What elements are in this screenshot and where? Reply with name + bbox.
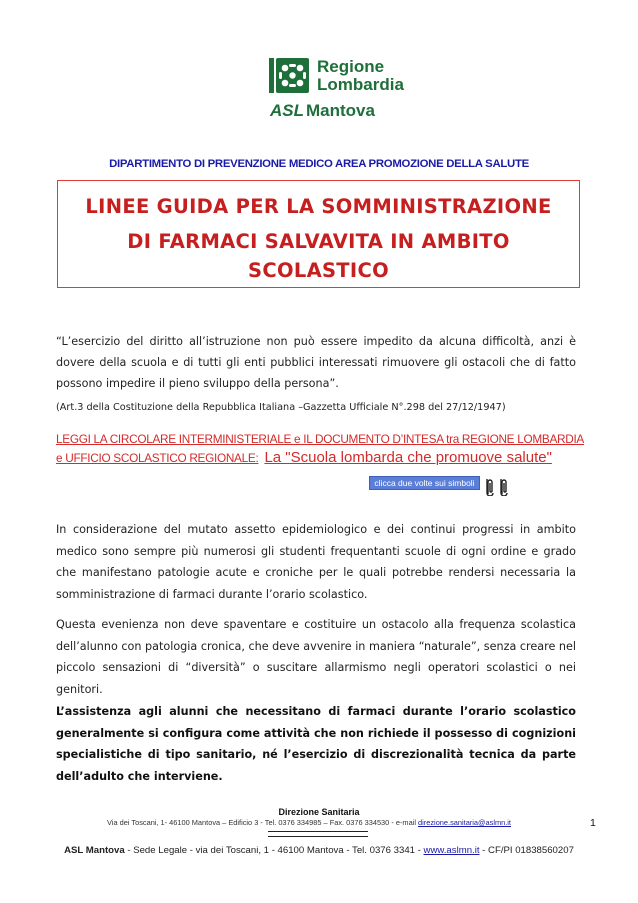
- department-heading: DIPARTIMENTO DI PREVENZIONE MEDICO AREA PROMOZIONE DELLA SALUTE: [109, 158, 529, 170]
- footer-email-link[interactable]: direzione.sanitaria@aslmn.it: [418, 818, 511, 827]
- document-title-line-1: LINEE GUIDA PER LA SOMMINISTRAZIONE: [85, 195, 552, 218]
- footer-org-name: ASL Mantova: [64, 845, 125, 856]
- link-colon: :: [255, 451, 259, 465]
- footer-website-link[interactable]: www.aslmn.it: [423, 845, 480, 856]
- double-click-hint: clicca due volte sui simboli: [369, 476, 480, 490]
- logo-text-asl: ASL: [270, 101, 304, 120]
- paperclip-icon[interactable]: [499, 477, 509, 496]
- paragraph-assistance: L’assistenza agli alunni che necessitano di farmaci durante l’orario scolastico generalmente si configura come attività che non richiede il possesso di cognizioni specialistiche di tipo sanitario, né l’esercizio di discrezionalità tecnica da parte dell’adulto che interviene.: [56, 705, 576, 783]
- document-title-line-2: DI FARMACI SALVAVITA IN AMBITO: [127, 230, 510, 253]
- circular-link-line-2: [56, 449, 552, 466]
- school-promotes-health-link[interactable]: La "Scuola lombarda che promuove salute": [264, 449, 552, 466]
- constitution-citation: (Art.3 della Costituzione della Repubblica Italiana –Gazzetta Ufficiale N°.298 del 27/12/1947): [56, 402, 506, 413]
- document-title-line-3: SCOLASTICO: [248, 259, 389, 282]
- regione-lombardia-logo-icon: [268, 57, 309, 94]
- logo-text-lombardia: Lombardia: [317, 75, 404, 94]
- page-number: 1: [590, 817, 596, 829]
- footer-legal-text: - Sede Legale - via dei Toscani, 1 - 46100 Mantova - Tel. 0376 3341 -: [124, 845, 424, 856]
- paragraph-chronic-pathology: Questa evenienza non deve spaventare e costituire un ostacolo alla frequenza scolastica dell’alunno con patologia cronica, che deve avvenire in maniera “naturale”, senza creare nel piccolo sensazioni di “diversità” o suscitare allarmismo negli operatori scolastici o nei genitori.: [56, 618, 576, 696]
- footer-tax-id: - CF/PI 01838560207: [479, 845, 574, 856]
- logo-text-regione: Regione: [317, 57, 385, 76]
- circular-link-line-1[interactable]: LEGGI LA CIRCOLARE INTERMINISTERIALE e IL DOCUMENTO D’INTESA tra REGIONE LOMBARDIA: [56, 432, 585, 446]
- footer-divider: [268, 831, 368, 832]
- footer-title: Direzione Sanitaria: [278, 807, 360, 817]
- circular-link-line-2-text[interactable]: e UFFICIO SCOLASTICO REGIONALE: [56, 451, 256, 465]
- footer-address: [107, 818, 511, 827]
- footer-address-text: Via dei Toscani, 1- 46100 Mantova – Edificio 3 - Tel. 0376 334985 – Fax. 0376 334530 - e-mail: [107, 818, 419, 827]
- paperclip-icon[interactable]: [485, 477, 495, 496]
- footer-legal: [0, 845, 638, 856]
- footer-divider: [268, 836, 368, 837]
- paragraph-epidemiology: In considerazione del mutato assetto epidemiologico e dei continui progressi in ambito medico sono sempre più numerosi gli studenti frequentanti scuole di ogni ordine e grado che manifestano patologie acute e croniche per le quali potrebbe rendersi necessaria la somministrazione di farmaci durante l’orario scolastico.: [56, 523, 576, 601]
- logo-text-mantova: Mantova: [306, 101, 375, 120]
- constitution-quote: “L’esercizio del diritto all’istruzione non può essere impedito da alcuna difficoltà, anzi è dovere della scuola e di tutti gli enti pubblici interessati rimuovere gli ostacoli che di fatto possono impedire il pieno sviluppo della persona”.: [56, 335, 576, 390]
